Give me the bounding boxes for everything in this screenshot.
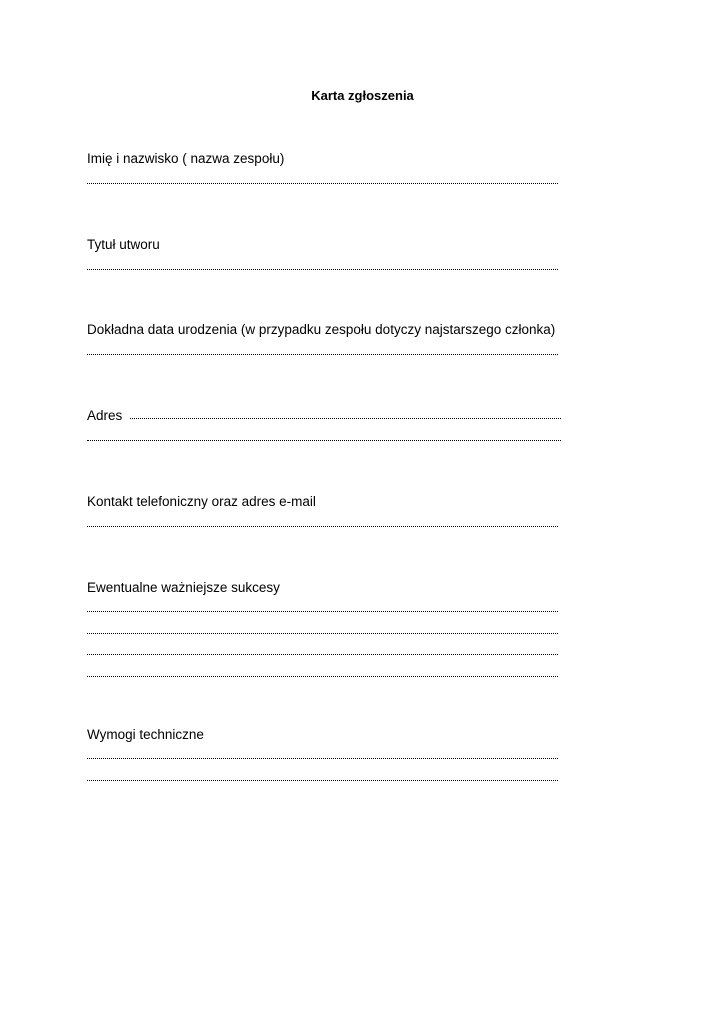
song-title-fill-line[interactable] (87, 262, 558, 272)
name-label: Imię i nazwisko ( nazwa zespołu) (87, 151, 285, 166)
address-fill-line-1[interactable] (130, 411, 561, 421)
achievements-fill-line-3[interactable] (87, 647, 558, 657)
achievements-fill-line-2[interactable] (87, 626, 558, 636)
contact-label: Kontakt telefoniczny oraz adres e-mail (87, 494, 316, 509)
technical-fill-line-1[interactable] (87, 751, 558, 761)
address-label: Adres (87, 408, 123, 423)
song-title-label: Tytuł utworu (87, 237, 160, 252)
technical-label: Wymogi techniczne (87, 727, 204, 742)
achievements-label: Ewentualne ważniejsze sukcesy (87, 580, 280, 595)
achievements-fill-line-1[interactable] (87, 604, 558, 614)
birth-date-fill-line[interactable] (87, 347, 558, 357)
birth-date-label: Dokładna data urodzenia (w przypadku zespołu dotyczy najstarszego członka) (87, 322, 556, 337)
technical-fill-line-2[interactable] (87, 773, 558, 783)
achievements-fill-line-4[interactable] (87, 669, 558, 679)
form-title: Karta zgłoszenia (311, 88, 414, 103)
address-fill-line-2[interactable] (87, 433, 561, 443)
contact-fill-line[interactable] (87, 519, 558, 529)
name-fill-line[interactable] (87, 176, 558, 186)
